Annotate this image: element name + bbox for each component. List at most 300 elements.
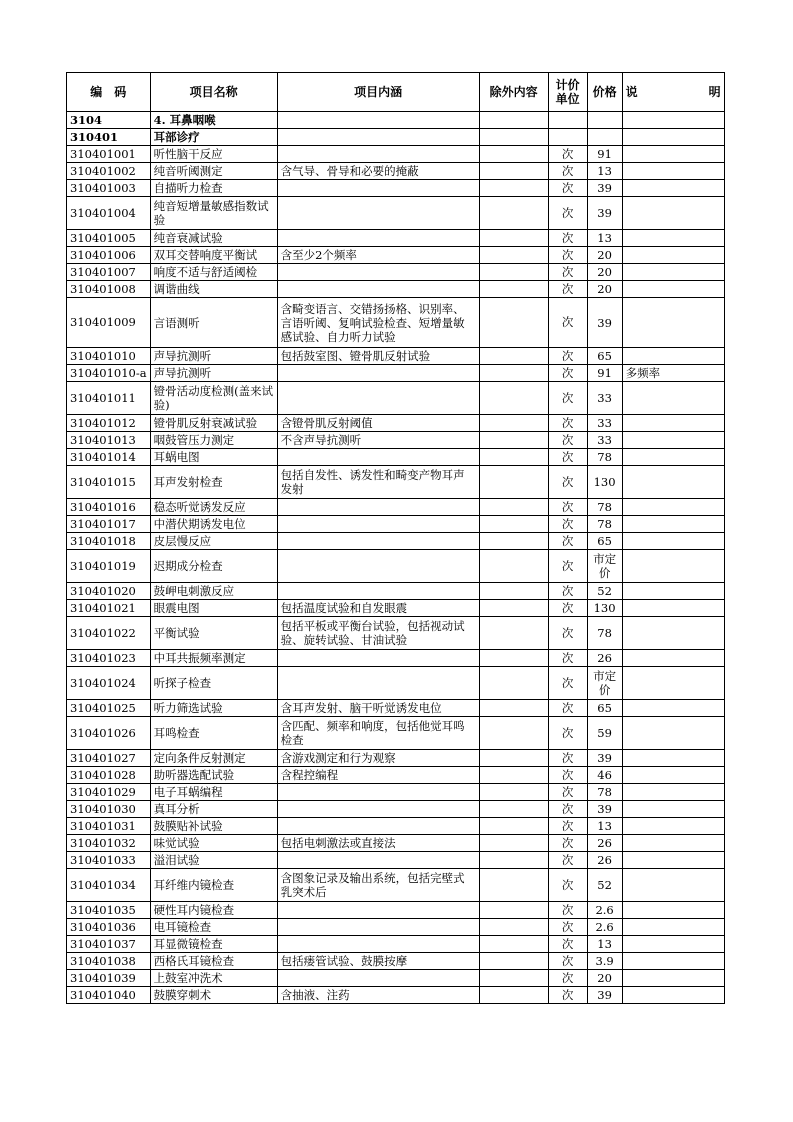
cell-price: 59 [587, 717, 622, 750]
cell-code: 310401008 [67, 281, 151, 298]
header-unit [548, 73, 587, 112]
cell-price: 20 [587, 281, 622, 298]
cell-content: 含程控编程 [277, 767, 479, 784]
cell-code: 310401040 [67, 987, 151, 1004]
cell-price: 78 [587, 449, 622, 466]
cell-code: 310401010 [67, 348, 151, 365]
cell-name: 耳蜗电图 [150, 449, 277, 466]
cell-note [622, 600, 724, 617]
cell-price: 39 [587, 750, 622, 767]
table-row [67, 750, 725, 767]
cell-exclude [479, 617, 548, 650]
cell-content [277, 550, 479, 583]
cell-content: 含游戏测定和行为观察 [277, 750, 479, 767]
header-row [67, 73, 725, 112]
cell-name: 定向条件反射测定 [150, 750, 277, 767]
cell-name: 鼓膜贴补试验 [150, 818, 277, 835]
cell-note [622, 180, 724, 197]
cell-unit [548, 129, 587, 146]
cell-content: 包括瘘管试验、鼓膜按摩 [277, 953, 479, 970]
cell-code: 310401015 [67, 466, 151, 499]
cell-note [622, 415, 724, 432]
table-row [67, 767, 725, 784]
cell-content: 含至少2个频率 [277, 247, 479, 264]
cell-code: 310401 [67, 129, 151, 146]
cell-note [622, 750, 724, 767]
cell-unit: 次 [548, 146, 587, 163]
cell-note [622, 667, 724, 700]
cell-unit: 次 [548, 583, 587, 600]
cell-unit: 次 [548, 432, 587, 449]
cell-exclude [479, 869, 548, 902]
cell-note [622, 516, 724, 533]
cell-price: 33 [587, 382, 622, 415]
cell-unit: 次 [548, 348, 587, 365]
table-row [67, 667, 725, 700]
cell-name: 耳显微镜检查 [150, 936, 277, 953]
cell-name: 耳部诊疗 [150, 129, 277, 146]
cell-unit: 次 [548, 264, 587, 281]
cell-price [587, 112, 622, 129]
cell-note [622, 466, 724, 499]
header-note-right: 明 [708, 84, 721, 99]
cell-content: 包括温度试验和自发眼震 [277, 600, 479, 617]
table-row [67, 987, 725, 1004]
cell-price: 26 [587, 650, 622, 667]
cell-content [277, 281, 479, 298]
cell-price [587, 129, 622, 146]
cell-code: 310401009 [67, 298, 151, 348]
cell-code: 310401012 [67, 415, 151, 432]
cell-exclude [479, 835, 548, 852]
cell-content [277, 382, 479, 415]
table-row [67, 784, 725, 801]
cell-unit: 次 [548, 516, 587, 533]
cell-exclude [479, 466, 548, 499]
cell-unit: 次 [548, 801, 587, 818]
cell-price: 130 [587, 600, 622, 617]
table-row [67, 717, 725, 750]
cell-exclude [479, 533, 548, 550]
cell-unit: 次 [548, 869, 587, 902]
cell-content [277, 264, 479, 281]
table-row [67, 919, 725, 936]
cell-exclude [479, 801, 548, 818]
cell-note [622, 583, 724, 600]
cell-code: 310401025 [67, 700, 151, 717]
table-row [67, 852, 725, 869]
cell-price: 20 [587, 970, 622, 987]
cell-price: 2.6 [587, 902, 622, 919]
cell-content [277, 197, 479, 230]
cell-code: 310401005 [67, 230, 151, 247]
cell-exclude [479, 129, 548, 146]
cell-content [277, 129, 479, 146]
cell-code: 310401014 [67, 449, 151, 466]
cell-exclude [479, 750, 548, 767]
cell-code: 310401001 [67, 146, 151, 163]
cell-code: 310401030 [67, 801, 151, 818]
cell-name: 调谐曲线 [150, 281, 277, 298]
table-row [67, 163, 725, 180]
cell-name: 咽鼓管压力测定 [150, 432, 277, 449]
cell-code: 310401033 [67, 852, 151, 869]
cell-name: 电耳镜检查 [150, 919, 277, 936]
cell-code: 310401032 [67, 835, 151, 852]
cell-note [622, 987, 724, 1004]
cell-name: 鼓膜穿刺术 [150, 987, 277, 1004]
table-row [67, 953, 725, 970]
cell-name: 4. 耳鼻咽喉 [150, 112, 277, 129]
cell-code: 310401003 [67, 180, 151, 197]
cell-content: 包括鼓室图、镫骨肌反射试验 [277, 348, 479, 365]
cell-price: 78 [587, 516, 622, 533]
table-body [67, 112, 725, 1004]
cell-content: 包括自发性、诱发性和畸变产物耳声发射 [277, 466, 479, 499]
cell-note [622, 432, 724, 449]
cell-name: 平衡试验 [150, 617, 277, 650]
cell-code: 310401018 [67, 533, 151, 550]
cell-exclude [479, 281, 548, 298]
cell-price: 39 [587, 298, 622, 348]
cell-price: 市定价 [587, 667, 622, 700]
cell-price: 33 [587, 432, 622, 449]
cell-unit: 次 [548, 617, 587, 650]
cell-unit: 次 [548, 230, 587, 247]
cell-unit: 次 [548, 449, 587, 466]
table-row [67, 247, 725, 264]
header-content: 项目内涵 [277, 73, 479, 112]
cell-unit: 次 [548, 197, 587, 230]
cell-exclude [479, 987, 548, 1004]
header-unit-label: 计价单位 [555, 78, 580, 106]
cell-name: 鼓岬电刺激反应 [150, 583, 277, 600]
cell-note [622, 163, 724, 180]
cell-price: 3.9 [587, 953, 622, 970]
cell-price: 20 [587, 247, 622, 264]
table-row [67, 818, 725, 835]
cell-name: 溢泪试验 [150, 852, 277, 869]
cell-exclude [479, 717, 548, 750]
cell-unit: 次 [548, 415, 587, 432]
cell-note [622, 852, 724, 869]
cell-exclude [479, 700, 548, 717]
cell-name: 声导抗测听 [150, 348, 277, 365]
cell-code: 310401010-a [67, 365, 151, 382]
cell-name: 镫骨活动度检测(盖来试验) [150, 382, 277, 415]
cell-content [277, 516, 479, 533]
cell-name: 上鼓室冲洗术 [150, 970, 277, 987]
cell-unit: 次 [548, 936, 587, 953]
cell-price: 39 [587, 801, 622, 818]
cell-price: 91 [587, 146, 622, 163]
table-row [67, 617, 725, 650]
price-table [66, 72, 725, 1004]
cell-name: 眼震电图 [150, 600, 277, 617]
table-row [67, 348, 725, 365]
cell-exclude [479, 650, 548, 667]
cell-code: 310401007 [67, 264, 151, 281]
cell-exclude [479, 919, 548, 936]
cell-name: 耳纤维内镜检查 [150, 869, 277, 902]
cell-name: 耳声发射检查 [150, 466, 277, 499]
cell-content [277, 146, 479, 163]
cell-price: 13 [587, 936, 622, 953]
table-row [67, 869, 725, 902]
cell-unit: 次 [548, 600, 587, 617]
cell-content: 含匹配、频率和响度，包括他觉耳鸣检查 [277, 717, 479, 750]
cell-exclude [479, 180, 548, 197]
cell-note [622, 129, 724, 146]
cell-code: 310401027 [67, 750, 151, 767]
cell-code: 310401037 [67, 936, 151, 953]
cell-content [277, 583, 479, 600]
cell-code: 310401039 [67, 970, 151, 987]
table-row [67, 533, 725, 550]
cell-exclude [479, 818, 548, 835]
cell-code: 310401029 [67, 784, 151, 801]
header-code: 编 码 [67, 73, 151, 112]
cell-code: 310401006 [67, 247, 151, 264]
cell-unit: 次 [548, 835, 587, 852]
cell-content [277, 650, 479, 667]
cell-name: 助听器选配试验 [150, 767, 277, 784]
cell-price: 13 [587, 818, 622, 835]
cell-price: 39 [587, 180, 622, 197]
cell-code: 310401026 [67, 717, 151, 750]
cell-name: 纯音听阈测定 [150, 163, 277, 180]
table-row [67, 550, 725, 583]
cell-code: 310401031 [67, 818, 151, 835]
cell-unit: 次 [548, 466, 587, 499]
cell-price: 13 [587, 163, 622, 180]
cell-name: 迟期成分检查 [150, 550, 277, 583]
cell-note [622, 835, 724, 852]
header-price: 价格 [587, 73, 622, 112]
cell-price: 20 [587, 264, 622, 281]
cell-unit: 次 [548, 382, 587, 415]
cell-name: 中耳共振频率测定 [150, 650, 277, 667]
cell-note [622, 953, 724, 970]
cell-name: 言语测听 [150, 298, 277, 348]
cell-note [622, 112, 724, 129]
cell-name: 响度不适与舒适阈检 [150, 264, 277, 281]
cell-name: 纯音衰减试验 [150, 230, 277, 247]
cell-code: 310401035 [67, 902, 151, 919]
cell-price: 52 [587, 869, 622, 902]
cell-note [622, 499, 724, 516]
cell-unit: 次 [548, 533, 587, 550]
cell-content [277, 919, 479, 936]
cell-exclude [479, 298, 548, 348]
cell-exclude [479, 146, 548, 163]
cell-note [622, 348, 724, 365]
cell-name: 听力筛选试验 [150, 700, 277, 717]
cell-price: 78 [587, 499, 622, 516]
cell-exclude [479, 902, 548, 919]
cell-content: 含畸变语言、交错扬扬格、识别率、言语听阈、复响试验检查、短增量敏感试验、自力听力试验 [277, 298, 479, 348]
cell-name: 听探子检查 [150, 667, 277, 700]
cell-exclude [479, 784, 548, 801]
table-row [67, 180, 725, 197]
cell-unit: 次 [548, 818, 587, 835]
cell-note [622, 936, 724, 953]
cell-unit: 次 [548, 247, 587, 264]
cell-exclude [479, 112, 548, 129]
cell-note [622, 550, 724, 583]
cell-unit: 次 [548, 365, 587, 382]
cell-name: 自描听力检查 [150, 180, 277, 197]
cell-content: 包括平板或平衡台试验，包括视动试验、旋转试验、甘油试验 [277, 617, 479, 650]
cell-content [277, 533, 479, 550]
cell-note [622, 818, 724, 835]
cell-price: 46 [587, 767, 622, 784]
cell-name: 真耳分析 [150, 801, 277, 818]
cell-exclude [479, 382, 548, 415]
cell-price: 52 [587, 583, 622, 600]
cell-exclude [479, 499, 548, 516]
cell-exclude [479, 415, 548, 432]
cell-code: 310401028 [67, 767, 151, 784]
table-row [67, 365, 725, 382]
cell-code: 310401019 [67, 550, 151, 583]
cell-exclude [479, 767, 548, 784]
cell-price: 91 [587, 365, 622, 382]
cell-note [622, 767, 724, 784]
cell-name: 纯音短增量敏感指数试验 [150, 197, 277, 230]
cell-exclude [479, 230, 548, 247]
cell-code: 310401017 [67, 516, 151, 533]
cell-code: 310401021 [67, 600, 151, 617]
cell-content [277, 936, 479, 953]
cell-content [277, 784, 479, 801]
cell-name: 镫骨肌反射衰减试验 [150, 415, 277, 432]
cell-exclude [479, 365, 548, 382]
cell-content [277, 112, 479, 129]
cell-code: 310401024 [67, 667, 151, 700]
cell-note [622, 197, 724, 230]
cell-note [622, 700, 724, 717]
cell-name: 双耳交替响度平衡试 [150, 247, 277, 264]
table-row [67, 281, 725, 298]
cell-content: 不含声导抗测听 [277, 432, 479, 449]
table-row [67, 583, 725, 600]
cell-unit: 次 [548, 298, 587, 348]
table-row [67, 146, 725, 163]
cell-unit: 次 [548, 750, 587, 767]
table-row [67, 432, 725, 449]
cell-content [277, 801, 479, 818]
cell-exclude [479, 936, 548, 953]
cell-unit: 次 [548, 700, 587, 717]
cell-unit: 次 [548, 902, 587, 919]
cell-unit: 次 [548, 667, 587, 700]
cell-content: 含抽液、注药 [277, 987, 479, 1004]
cell-exclude [479, 163, 548, 180]
cell-unit: 次 [548, 852, 587, 869]
cell-note: 多频率 [622, 365, 724, 382]
cell-name: 声导抗测听 [150, 365, 277, 382]
cell-price: 33 [587, 415, 622, 432]
cell-exclude [479, 197, 548, 230]
table-row [67, 298, 725, 348]
table-row [67, 700, 725, 717]
header-note-left: 说 [625, 84, 638, 99]
cell-note [622, 146, 724, 163]
cell-code: 310401011 [67, 382, 151, 415]
cell-code: 310401038 [67, 953, 151, 970]
cell-exclude [479, 953, 548, 970]
table-row [67, 600, 725, 617]
cell-unit: 次 [548, 180, 587, 197]
cell-note [622, 247, 724, 264]
cell-note [622, 230, 724, 247]
cell-price: 26 [587, 852, 622, 869]
cell-note [622, 449, 724, 466]
cell-content [277, 902, 479, 919]
table-row [67, 382, 725, 415]
table-row [67, 835, 725, 852]
table-row [67, 902, 725, 919]
cell-price: 26 [587, 835, 622, 852]
cell-name: 皮层慢反应 [150, 533, 277, 550]
cell-name: 电子耳蜗编程 [150, 784, 277, 801]
cell-code: 310401022 [67, 617, 151, 650]
cell-price: 39 [587, 197, 622, 230]
section-row [67, 129, 725, 146]
cell-note [622, 650, 724, 667]
table-row [67, 466, 725, 499]
table-row [67, 197, 725, 230]
table-row [67, 449, 725, 466]
cell-exclude [479, 247, 548, 264]
cell-exclude [479, 432, 548, 449]
cell-exclude [479, 516, 548, 533]
cell-price: 65 [587, 700, 622, 717]
cell-note [622, 382, 724, 415]
cell-note [622, 869, 724, 902]
cell-exclude [479, 583, 548, 600]
cell-content [277, 365, 479, 382]
cell-name: 稳态听觉诱发反应 [150, 499, 277, 516]
cell-code: 310401002 [67, 163, 151, 180]
cell-code: 310401036 [67, 919, 151, 936]
cell-price: 2.6 [587, 919, 622, 936]
cell-note [622, 533, 724, 550]
cell-exclude [479, 550, 548, 583]
cell-exclude [479, 970, 548, 987]
cell-unit: 次 [548, 970, 587, 987]
cell-content: 含气导、骨导和必要的掩蔽 [277, 163, 479, 180]
cell-name: 西格氏耳镜检查 [150, 953, 277, 970]
cell-note [622, 717, 724, 750]
cell-content [277, 180, 479, 197]
table-row [67, 499, 725, 516]
cell-exclude [479, 449, 548, 466]
cell-price: 65 [587, 348, 622, 365]
cell-unit: 次 [548, 767, 587, 784]
cell-unit: 次 [548, 987, 587, 1004]
cell-content [277, 667, 479, 700]
header-exclude: 除外内容 [479, 73, 548, 112]
cell-content [277, 499, 479, 516]
cell-content: 含耳声发射、脑干听觉诱发电位 [277, 700, 479, 717]
table-row [67, 264, 725, 281]
cell-note [622, 784, 724, 801]
cell-exclude [479, 600, 548, 617]
cell-code: 310401016 [67, 499, 151, 516]
cell-note [622, 801, 724, 818]
